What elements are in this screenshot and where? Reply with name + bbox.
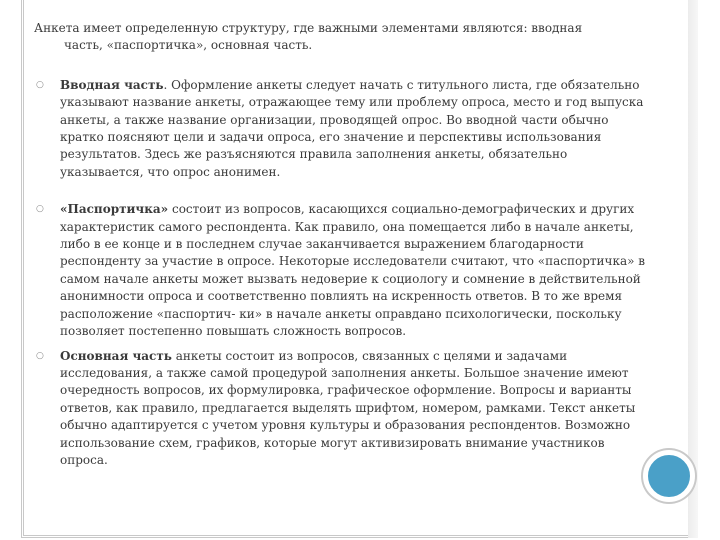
slide-side-band (688, 0, 698, 538)
intro-paragraph (34, 20, 646, 55)
open-circle-bullet-icon: ○ (36, 79, 44, 90)
item-term: «Паспортичка» (60, 202, 169, 217)
list-item-main-part (34, 348, 646, 470)
open-circle-bullet-icon: ○ (36, 350, 44, 361)
intro-line-2: часть, «паспортичка», основная часть. (64, 38, 313, 53)
item-text: состоит из вопросов, касающихся социально-демографических и других характеристик самого респондента. Как правило, она помещается либо в начале анкеты, либо в ее конце и в последнем случае заканчивается выражением благодарности респонденту за участие в опросе. Некоторые исследователи считают, что «паспортичка» в самом начале анкеты может вызвать недоверие к социологу и сомнение в действительной анонимности опроса и соответственно повлиять на искренность ответов. В то же время расположение «паспортич- ки» в начале анкеты оправдано психологически, поскольку позволяет постепенно повышать сложность вопросов. (60, 202, 646, 339)
decorative-circle-icon (643, 450, 695, 502)
list-item-intro-part (34, 77, 646, 181)
open-circle-bullet-icon: ○ (36, 204, 44, 215)
item-term: Вводная часть (60, 77, 164, 92)
item-text: анкеты состоит из вопросов, связанных с целями и задачами исследования, а также самой процедурой заполнения анкеты. Большое значение имеют очередность вопросов, их формулировка, графическое оформление. Вопросы и варианты ответов, как правило, предлагается выделять шрифтом, номером, рамками. Текст анкеты обычно адаптируется с учетом уровня культуры и образования респондентов. Возможно использование схем, графиков, которые могут активизировать внимание участников опроса. (60, 348, 636, 467)
slide-content (34, 20, 646, 469)
item-term: Основная часть (60, 348, 172, 363)
item-text: . Оформление анкеты следует начать с титульного листа, где обязательно указывают название анкеты, отражающее тему или проблему опроса, место и год выпуска анкеты, а также название организации, проводящей опрос. Во вводной части обычно кратко поясняют цели и задачи опроса, его значение и перспективы использования результатов. Здесь же разъясняются правила заполнения анкеты, обязательно указывается, что опрос анонимен. (60, 77, 644, 179)
list-item-passport (34, 201, 646, 340)
intro-line-1: Анкета имеет определенную структуру, где важными элементами являются: вводная (34, 21, 583, 35)
